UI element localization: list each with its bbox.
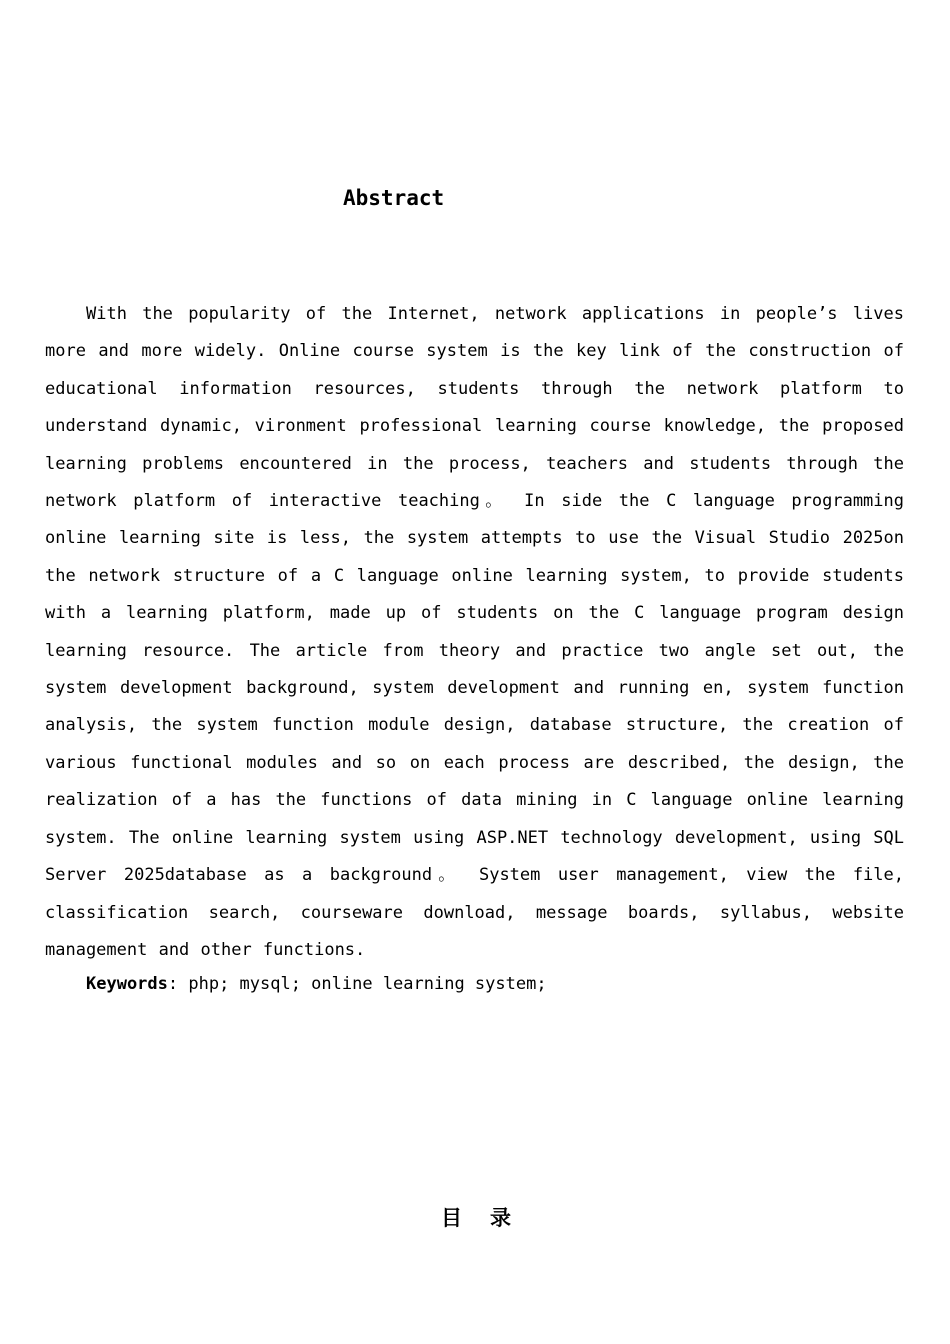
table-of-contents-heading: 目录: [441, 1206, 539, 1230]
keywords-text: : php; mysql; online learning system;: [167, 974, 547, 994]
keywords-line: [86, 968, 547, 1000]
abstract-heading: Abstract: [343, 186, 445, 210]
abstract-paragraph: With the popularity of the Internet, network applications in people’s lives more and more widely. Online course system is the key link of the construction of educational information resources, students through the network platform to understand dynamic, vironment professional learning course knowledge, the proposed learning problems encountered in the process, teachers and students through the network platform of interactive teaching。 In side the C language programming online learning site is less, the system attempts to use the Visual Studio 2025on the network structure of a C language online learning system, to provide students with a learning platform, made up of students on the C language program design learning resource. The article from theory and practice two angle set out, the system development background, system development and running en, system function analysis, the system function module design, database structure, the creation of various functional modules and so on each process are described, the design, the realization of a has the functions of data mining in C language online learning system. The online learning system using ASP.NET technology development, using SQL Server 2025database as a background。 System user management, view the file, classification search, courseware download, message boards, syllabus, website management and other functions.: [45, 304, 904, 960]
keywords-label: Keywords: [86, 974, 168, 994]
